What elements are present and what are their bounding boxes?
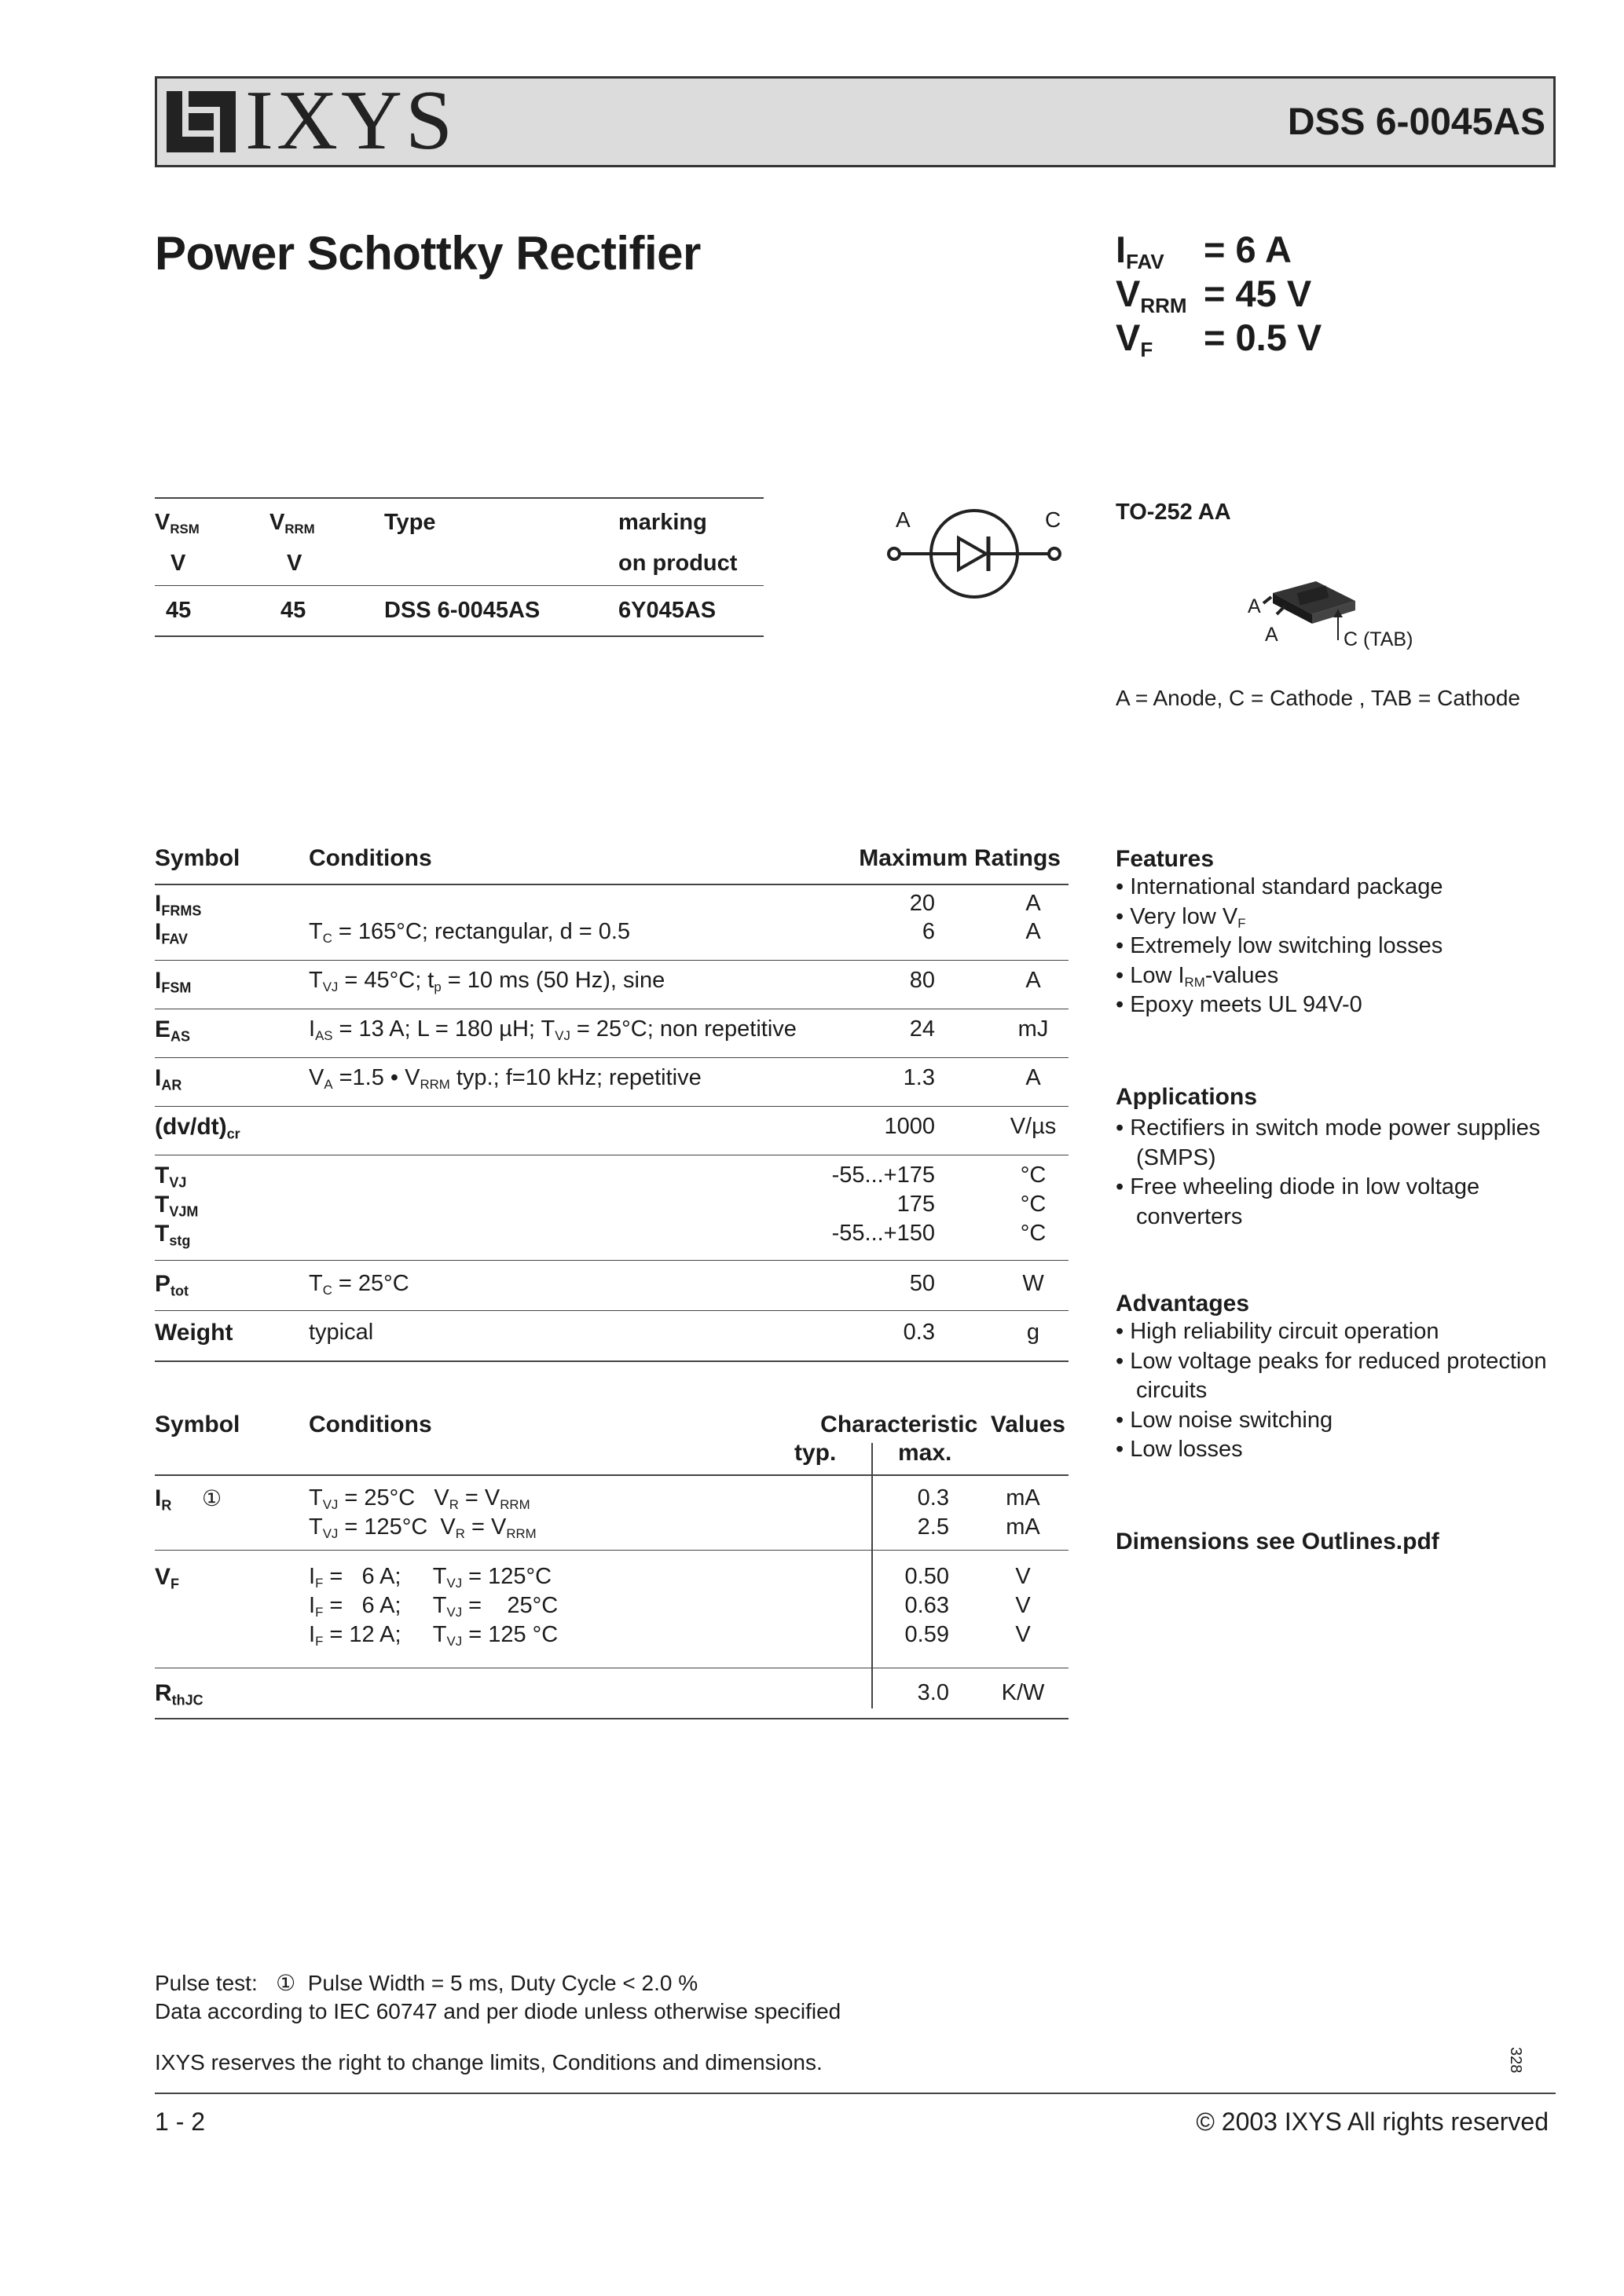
mr-symbol-7: $T_{VJM}$ bbox=[155, 1192, 199, 1220]
feature-item-3: • Low $I_{RM}$-values bbox=[1116, 961, 1556, 991]
cv-condition-0: $T_{VJ} = 25^\circ C$ $V_R = V_{RRM}$ bbox=[309, 1485, 530, 1513]
mr-unit-7: °C bbox=[1020, 1192, 1047, 1217]
mr-unit-5: V/µs bbox=[1010, 1114, 1057, 1139]
cv-max-4: 0.59 bbox=[904, 1622, 949, 1647]
reserve-note: IXYS reserves the right to change limits, Conditions and dimensions. bbox=[155, 2050, 823, 2074]
mr-symbol-8: $T_{stg}$ bbox=[155, 1221, 191, 1249]
ixys-logo bbox=[165, 74, 456, 167]
row-type: DSS 6-0045AS bbox=[384, 598, 541, 623]
advantage-item-2: • Low noise switching bbox=[1116, 1406, 1556, 1436]
package-legend: A = Anode, C = Cathode , TAB = Cathode bbox=[1116, 686, 1520, 710]
mr-unit-10: g bbox=[1026, 1320, 1040, 1345]
row-vrsm: 45 bbox=[166, 598, 192, 623]
cv-divider-2 bbox=[155, 1718, 1069, 1719]
cv-condition-2: $I_F = 6$ A; $T_{VJ} = 125^\circ C$ bbox=[309, 1564, 552, 1591]
ixys-logo-mark bbox=[165, 86, 239, 156]
advantages-title: Advantages bbox=[1116, 1291, 1250, 1316]
mr-symbol-4: $I_{AR}$ bbox=[155, 1065, 182, 1093]
mr-value-0: 20 bbox=[909, 891, 935, 916]
mr-value-3: 24 bbox=[909, 1016, 935, 1042]
application-item-0: • Rectifiers in switch mode power supplies (SMPS) bbox=[1116, 1114, 1556, 1173]
marking-header-2: on product bbox=[618, 551, 738, 576]
vrsm-unit: V bbox=[170, 551, 186, 576]
mr-symbol-6: $T_{VJ}$ bbox=[155, 1163, 187, 1191]
mr-value-6: -55...+175 bbox=[831, 1163, 935, 1188]
pulse-test-note: Pulse test: ① Pulse Width = 5 ms, Duty Cycle < 2.0 % bbox=[155, 1971, 698, 1995]
cv-max-header: max. bbox=[898, 1440, 952, 1466]
mr-unit-1: A bbox=[1025, 919, 1041, 944]
cv-unit-4: V bbox=[1015, 1622, 1031, 1647]
mr-divider-5 bbox=[155, 1260, 1069, 1261]
mr-unit-3: mJ bbox=[1017, 1016, 1049, 1042]
cv-typ-header: typ. bbox=[794, 1440, 837, 1466]
cv-condition-4: $I_F = 12$ A; $T_{VJ} = 125$ °C bbox=[309, 1622, 559, 1650]
cv-conditions-header: Conditions bbox=[309, 1412, 432, 1437]
ordering-table bbox=[155, 497, 764, 639]
applications-title: Applications bbox=[1116, 1084, 1258, 1110]
mr-value-9: 50 bbox=[909, 1271, 935, 1296]
applications-section bbox=[1116, 1084, 1556, 1232]
mr-unit-9: W bbox=[1022, 1271, 1044, 1296]
mr-symbol-5: $(dv/dt)_{cr}$ bbox=[155, 1114, 240, 1142]
cv-symbol-2: $V_F$ bbox=[155, 1564, 180, 1592]
mr-value-1: 6 bbox=[922, 919, 935, 944]
copyright: © 2003 IXYS All rights reserved bbox=[1196, 2107, 1549, 2136]
logo-text: IXYS bbox=[245, 74, 456, 167]
cv-symbol-0: $I_R$ bbox=[155, 1485, 172, 1514]
cv-max-0: 0.3 bbox=[917, 1485, 949, 1511]
mr-condition-10: typical bbox=[309, 1320, 374, 1345]
mr-symbol-3: $E_{AS}$ bbox=[155, 1016, 191, 1045]
key-spec-2: $V_F = 0.5$ V bbox=[1116, 317, 1322, 361]
mr-value-8: -55...+150 bbox=[831, 1221, 935, 1246]
cv-note-0: ① bbox=[202, 1486, 222, 1511]
cv-divider-0 bbox=[155, 1550, 1069, 1551]
advantage-item-1: • Low voltage peaks for reduced protection circuits bbox=[1116, 1347, 1556, 1406]
key-spec-1: $V_{RRM} = 45$ V bbox=[1116, 273, 1312, 317]
cv-symbol-5: $R_{thJC}$ bbox=[155, 1680, 203, 1708]
cv-symbol-header: Symbol bbox=[155, 1412, 240, 1437]
features-list bbox=[1116, 873, 1556, 1020]
cv-unit-1: mA bbox=[1006, 1514, 1040, 1540]
feature-item-0: • International standard package bbox=[1116, 873, 1556, 903]
mr-divider-7 bbox=[155, 1360, 1069, 1362]
mr-value-5: 1000 bbox=[884, 1114, 935, 1139]
doc-code: 328 bbox=[1507, 2047, 1524, 2074]
mr-value-10: 0.3 bbox=[903, 1320, 935, 1345]
page-number: 1 - 2 bbox=[155, 2107, 206, 2136]
feature-item-4: • Epoxy meets UL 94V-0 bbox=[1116, 991, 1556, 1020]
cv-condition-1: $T_{VJ} = 125^\circ C$ $V_R = V_{RRM}$ bbox=[309, 1514, 537, 1542]
cv-max-5: 3.0 bbox=[917, 1680, 949, 1705]
cv-unit-3: V bbox=[1015, 1593, 1031, 1618]
cv-title-header: Characteristic Values bbox=[820, 1412, 1065, 1437]
mr-symbol-9: $P_{tot}$ bbox=[155, 1271, 189, 1299]
cv-unit-0: mA bbox=[1006, 1485, 1040, 1511]
mr-condition-4: $V_A =1.5$ • $V_{RRM}$ typ.; f=10 kHz; repetitive bbox=[309, 1065, 702, 1093]
mr-symbol-0: $I_{FRMS}$ bbox=[155, 891, 202, 919]
dimensions-note: Dimensions see Outlines.pdf bbox=[1116, 1529, 1439, 1554]
mr-unit-6: °C bbox=[1020, 1163, 1047, 1188]
application-item-1: • Free wheeling diode in low voltage converters bbox=[1116, 1173, 1556, 1232]
mr-divider-3 bbox=[155, 1106, 1069, 1107]
key-spec-0: $I_{FAV} = 6$ A bbox=[1116, 229, 1292, 273]
package-name: TO-252 AA bbox=[1116, 500, 1231, 525]
anode-label: A bbox=[896, 507, 911, 532]
mr-divider-6 bbox=[155, 1310, 1069, 1311]
max-ratings-table bbox=[155, 842, 1069, 1368]
advantages-list bbox=[1116, 1317, 1556, 1465]
cv-unit-5: K/W bbox=[1001, 1680, 1045, 1705]
mr-divider-0 bbox=[155, 960, 1069, 961]
advantage-item-3: • Low losses bbox=[1116, 1435, 1556, 1465]
vrrm-unit: V bbox=[287, 551, 302, 576]
cv-max-1: 2.5 bbox=[917, 1514, 949, 1540]
row-marking: 6Y045AS bbox=[618, 598, 717, 623]
marking-header: marking bbox=[618, 510, 707, 535]
advantage-item-0: • High reliability circuit operation bbox=[1116, 1317, 1556, 1347]
mr-condition-3: $I_{AS} = 13$ A; L = 180 µH; $T_{VJ} = 25^\circ C$; non repetitive bbox=[309, 1016, 797, 1044]
mr-symbol-10: Weight bbox=[155, 1320, 233, 1346]
cv-max-2: 0.50 bbox=[904, 1564, 949, 1589]
cv-max-3: 0.63 bbox=[904, 1593, 949, 1618]
mr-unit-8: °C bbox=[1020, 1221, 1047, 1246]
vrsm-header: $V_{RSM}$ bbox=[155, 510, 200, 537]
cv-condition-3: $I_F = 6$ A; $T_{VJ}$ = 25°C bbox=[309, 1593, 559, 1620]
cathode-label: C bbox=[1045, 507, 1061, 532]
diode-symbol bbox=[880, 503, 1069, 605]
mr-unit-0: A bbox=[1025, 891, 1041, 916]
advantages-section bbox=[1116, 1291, 1556, 1465]
mr-value-7: 175 bbox=[896, 1192, 935, 1217]
mr-condition-9: $T_C = 25^\circ C$ bbox=[309, 1271, 409, 1298]
page-title: Power Schottky Rectifier bbox=[155, 227, 701, 280]
mr-unit-4: A bbox=[1025, 1065, 1041, 1090]
mr-divider-2 bbox=[155, 1057, 1069, 1058]
feature-item-1: • Very low $V_F$ bbox=[1116, 903, 1556, 932]
mr-value-4: 1.3 bbox=[903, 1065, 935, 1090]
mr-unit-2: A bbox=[1025, 968, 1041, 993]
mr-conditions-header: Conditions bbox=[309, 845, 432, 871]
data-note: Data according to IEC 60747 and per diode unless otherwise specified bbox=[155, 1999, 841, 2023]
char-values-table bbox=[155, 1410, 1069, 1724]
sidebar bbox=[1116, 846, 1556, 1020]
feature-item-2: • Extremely low switching losses bbox=[1116, 932, 1556, 961]
features-title: Features bbox=[1116, 846, 1215, 872]
applications-list bbox=[1116, 1114, 1556, 1232]
pin-a2: A bbox=[1265, 624, 1278, 646]
cv-unit-2: V bbox=[1015, 1564, 1031, 1589]
mr-symbol-2: $I_{FSM}$ bbox=[155, 968, 192, 996]
pin-a1: A bbox=[1248, 595, 1261, 617]
vrrm-header: $V_{RRM}$ bbox=[269, 510, 315, 537]
row-vrrm: 45 bbox=[280, 598, 306, 623]
mr-value-2: 80 bbox=[909, 968, 935, 993]
mr-ratings-header: Maximum Ratings bbox=[859, 845, 1061, 871]
type-header: Type bbox=[384, 510, 436, 535]
pin-c: C (TAB) bbox=[1344, 628, 1413, 650]
mr-symbol-header: Symbol bbox=[155, 845, 240, 871]
part-number: DSS 6-0045AS bbox=[1287, 101, 1545, 143]
mr-symbol-1: $I_{FAV}$ bbox=[155, 919, 189, 947]
package-drawing bbox=[1241, 566, 1413, 660]
mr-condition-2: $T_{VJ} = 45^\circ C$; $t_p = 10$ ms (50 Hz), sine bbox=[309, 968, 665, 995]
mr-condition-1: $T_C = 165^\circ C$; rectangular, d = 0.5 bbox=[309, 919, 631, 947]
